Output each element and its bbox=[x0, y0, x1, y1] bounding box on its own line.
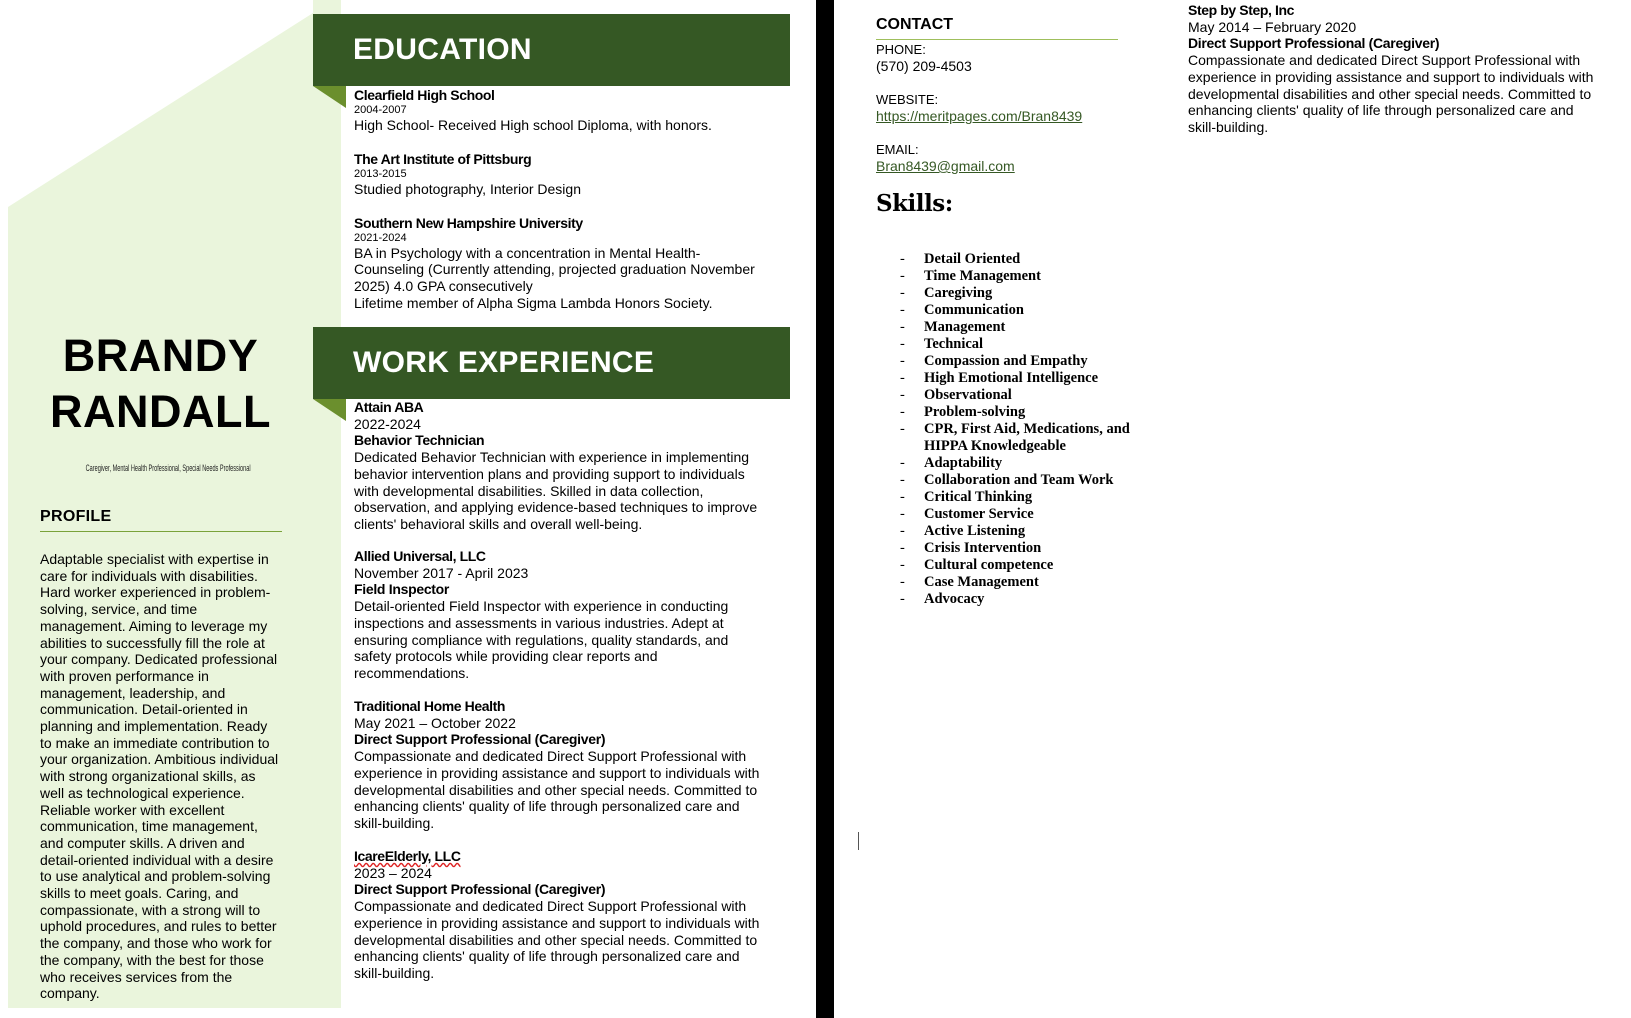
job-role: Field Inspector bbox=[354, 581, 450, 598]
profile-divider bbox=[40, 531, 282, 532]
text-cursor bbox=[858, 832, 859, 850]
skill-item: - Cultural competence bbox=[900, 557, 1130, 574]
school-name: The Art Institute of Pittsburg bbox=[354, 151, 532, 167]
school-detail: BA in Psychology with a concentration in Mental Health-Counseling (Currently attending, projected graduation November 2025) 4.0 GPA consecutively bbox=[354, 244, 755, 295]
education-entry bbox=[354, 87, 764, 133]
work-heading: WORK EXPERIENCE bbox=[353, 346, 655, 379]
resume-page-2 bbox=[834, 0, 1631, 1018]
skill-item: - Caregiving bbox=[900, 285, 1130, 302]
school-years: 2004-2007 bbox=[354, 103, 407, 116]
job-dates: November 2017 - April 2023 bbox=[354, 564, 529, 581]
email-label: EMAIL: bbox=[876, 142, 919, 157]
job-description: Compassionate and dedicated Direct Support Professional with experience in providing assistance and support to individuals with developmental disabilities and other special needs. Committed to enhancing clients' quality of life through personalized care and skill-building. bbox=[1188, 52, 1594, 135]
contact-email bbox=[876, 141, 1015, 175]
candidate-last-name: RANDALL bbox=[50, 386, 271, 437]
skill-item: - Crisis Intervention bbox=[900, 540, 1130, 557]
company-name: Allied Universal, LLC bbox=[354, 548, 486, 564]
job-dates: 2022-2024 bbox=[354, 415, 421, 432]
job-description: Detail-oriented Field Inspector with experience in conducting inspections and assessments in various industries. Adept at ensuring compliance with regulations, quality standards, and safety protocols while providing clear reports and recommendations. bbox=[354, 598, 729, 681]
email-link[interactable]: Bran8439@gmail.com bbox=[876, 158, 1015, 174]
work-entry bbox=[1188, 2, 1598, 136]
website-label: WEBSITE: bbox=[876, 92, 939, 107]
skill-item: - Communication bbox=[900, 302, 1130, 319]
skill-item: - Detail Oriented bbox=[900, 251, 1130, 268]
contact-divider bbox=[876, 39, 1118, 40]
skill-item: - Collaboration and Team Work bbox=[900, 472, 1130, 489]
skill-item: - Customer Service bbox=[900, 506, 1130, 523]
profile-text: Adaptable specialist with expertise in care for individuals with disabilities. Hard worker experienced in problem-solving, service, and time management. Aiming to leverage my abilities to successfully fill the role at your company. Dedicated professional with proven performance in management, leadership, and communication. Detail-oriented in planning and implementation. Ready to make an immediate contribution to your organization. Ambitious individual with strong organizational skills, as well as technological experience. Reliable worker with excellent communication, time management, and computer skills. A driven and detail-oriented individual with a desire to use analytical and problem-solving skills to meet goals. Caring, and compassionate, with a strong will to uphold procedures, and rules to better the company, and those who work for the company, with the best for those who receives services from the company. bbox=[40, 551, 279, 1002]
contact-website bbox=[876, 91, 1082, 125]
job-role: Direct Support Professional (Caregiver) bbox=[1188, 35, 1440, 52]
contact-phone bbox=[876, 41, 972, 75]
job-dates: 2023 – 2024 bbox=[354, 864, 432, 881]
job-dates: May 2014 – February 2020 bbox=[1188, 18, 1357, 35]
job-description: Compassionate and dedicated Direct Support Professional with experience in providing assistance and support to individuals with developmental disabilities and other special needs. Committed to enhancing clients' quality of life through personalized care and skill-building. bbox=[354, 748, 760, 831]
skill-item: - Advocacy bbox=[900, 591, 1130, 608]
skill-item: - Management bbox=[900, 319, 1130, 336]
company-name: IcareElderly, LLC bbox=[354, 848, 461, 864]
skill-item: - Case Management bbox=[900, 574, 1130, 591]
skill-item: - Critical Thinking bbox=[900, 489, 1130, 506]
job-dates: May 2021 – October 2022 bbox=[354, 714, 516, 731]
work-entry bbox=[354, 698, 764, 832]
company-name: Step by Step, Inc bbox=[1188, 2, 1294, 18]
work-banner-tab bbox=[313, 399, 346, 421]
school-detail: Studied photography, Interior Design bbox=[354, 180, 581, 197]
company-name: Traditional Home Health bbox=[354, 698, 506, 714]
skill-item: - CPR, First Aid, Medications, and HIPPA Knowledgeable bbox=[900, 421, 1130, 455]
candidate-tagline: Caregiver, Mental Health Professional, Special Needs Professional bbox=[85, 463, 251, 473]
phone-value: (570) 209-4503 bbox=[876, 58, 972, 74]
skill-item: - Technical bbox=[900, 336, 1130, 353]
company-name: Attain ABA bbox=[354, 399, 424, 415]
job-role: Behavior Technician bbox=[354, 432, 485, 449]
profile-heading: PROFILE bbox=[40, 508, 112, 525]
candidate-first-name: BRANDY bbox=[62, 330, 259, 381]
school-detail: High School- Received High school Diploma, with honors. bbox=[354, 116, 712, 133]
website-link[interactable]: https://meritpages.com/Bran8439 bbox=[876, 108, 1083, 124]
contact-heading: CONTACT bbox=[876, 16, 954, 33]
skill-item: - Time Management bbox=[900, 268, 1130, 285]
school-years: 2013-2015 bbox=[354, 167, 407, 180]
school-name: Southern New Hampshire University bbox=[354, 215, 583, 231]
page-divider bbox=[816, 0, 834, 1018]
education-entry bbox=[354, 215, 764, 312]
education-heading: EDUCATION bbox=[353, 33, 532, 66]
job-description: Compassionate and dedicated Direct Support Professional with experience in providing assistance and support to individuals with developmental disabilities and other special needs. Committed to enhancing clients' quality of life through personalized care and skill-building. bbox=[354, 898, 760, 981]
school-years: 2021-2024 bbox=[354, 231, 407, 244]
skill-item: - High Emotional Intelligence bbox=[900, 370, 1130, 387]
education-banner bbox=[313, 14, 790, 86]
work-banner bbox=[313, 327, 790, 399]
skill-item: - Adaptability bbox=[900, 455, 1130, 472]
skill-item: - Active Listening bbox=[900, 523, 1130, 540]
skill-item: - Observational bbox=[900, 387, 1130, 404]
skills-list bbox=[900, 251, 1130, 608]
phone-label: PHONE: bbox=[876, 42, 926, 57]
education-entry bbox=[354, 151, 764, 197]
school-detail: Lifetime member of Alpha Sigma Lambda Honors Society. bbox=[354, 294, 713, 311]
education-banner-tab bbox=[313, 86, 346, 108]
school-name: Clearfield High School bbox=[354, 87, 495, 103]
skill-item: - Problem-solving bbox=[900, 404, 1130, 421]
skill-item: - Compassion and Empathy bbox=[900, 353, 1130, 370]
work-entry bbox=[354, 399, 764, 533]
skills-heading: Skills: bbox=[876, 190, 953, 217]
job-role: Direct Support Professional (Caregiver) bbox=[354, 731, 606, 748]
work-entry bbox=[354, 848, 764, 982]
job-role: Direct Support Professional (Caregiver) bbox=[354, 881, 606, 898]
work-entry bbox=[354, 548, 764, 682]
job-description: Dedicated Behavior Technician with experience in implementing behavior intervention plans and providing support to individuals with developmental disabilities. Skilled in data collection, observation, and applying evidence-based techniques to improve clients' behavioral skills and overall well-being. bbox=[354, 449, 758, 532]
